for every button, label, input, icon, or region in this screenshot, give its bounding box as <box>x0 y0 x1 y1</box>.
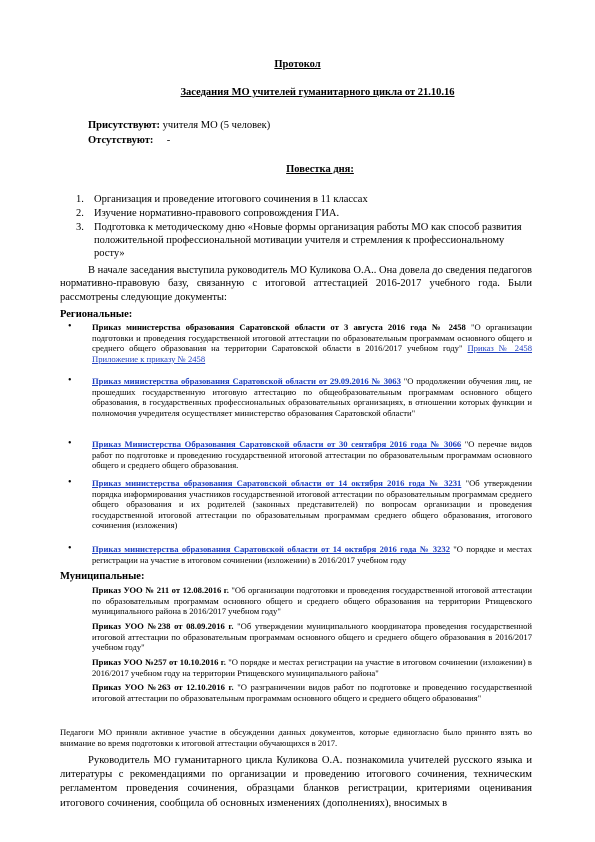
regional-item <box>68 543 532 565</box>
order-title-link[interactable]: Приказ министерства образования Саратовской области от 29.09.2016 № 3063 <box>92 376 401 386</box>
regional-item <box>68 375 532 418</box>
municipal-label: Муниципальные: <box>60 571 145 582</box>
municipal-item <box>92 585 532 617</box>
agenda-text: Организация и проведение итогового сочинения в 11 классах <box>94 194 368 205</box>
agenda-text: Подготовка к методическому дню «Новые формы организация работы МО как способ развития положительной профессиональной мотивации учителя и стремления к профессиональному росту» <box>94 222 522 259</box>
order-link[interactable]: Приказ № 2458 <box>467 343 532 354</box>
agenda-item <box>76 207 531 220</box>
agenda-heading: Повестка дня: <box>286 164 354 175</box>
regional-item <box>68 321 532 364</box>
order-title-link[interactable]: Приказ министерства образования Саратовской области от 14 октября 2016 года № 3232 <box>92 544 450 554</box>
order-title: Приказ УОО №257 от 10.10.2016 г. <box>92 657 226 667</box>
bullet: • <box>68 375 72 386</box>
order-title-link[interactable]: Приказ министерства образования Саратовской области от 14 октября 2016 года № 3231 <box>92 478 462 488</box>
present-value: учителя МО (5 человек) <box>162 120 271 131</box>
agenda-text: Изучение нормативно-правового сопровождения ГИА. <box>94 208 340 219</box>
municipal-item <box>92 682 532 703</box>
present-label: Присутствуют: <box>88 120 161 131</box>
order-description: "О разграничении видов работ по подготовке и проведению государственной итоговой аттестации по образовательным программам основного общего и среднего общего образования" <box>92 682 532 703</box>
final-paragraph: Руководитель МО гуманитарного цикла Куликова О.А. познакомила учителей русского языка и литературы с рекомендациями по организации и проведению итогового сочинения, техническим регламентом проведения сочинения, образцами бланков регистрации, критериями оценивания итогового сочинения, сообщила об основных изменениях (дополнениях), вносимых в <box>60 755 532 809</box>
regional-label: Региональные: <box>60 309 133 320</box>
order-title-link[interactable]: Приказ Министерства Образования Саратовской области от 30 сентября 2016 года № 3066 <box>92 439 462 449</box>
order-description: "Об утверждении порядка информирования участников государственной итоговой аттестации по образовательным программам среднего общего образования и их родителей (законных представителей) по вопросам организации и проведения государственной итоговой аттестации по образовательным программам среднего общего образования, итогового сочинения (изложения) <box>92 478 532 531</box>
order-title: Приказ УОО №263 от 12.10.2016 г. <box>92 682 234 692</box>
agenda-item <box>76 221 531 260</box>
agenda-item <box>76 193 531 206</box>
order-description: "Об утверждении муниципального координатора проведения государственной итоговой аттестации по образовательным программам основного общего и среднего общего образования в 2016/2017 учебном году" <box>92 621 532 653</box>
municipal-item <box>92 621 532 653</box>
absent-label: Отсутствуют: <box>88 135 154 146</box>
order-description: "О организации подготовки и проведения государственной итоговой аттестации по образовательным программам основного общего и среднего общего образования на территории Саратовской области в 2016/2017 учебном году" <box>92 322 532 354</box>
absent-value: - <box>166 135 171 146</box>
page-subtitle: Заседания МО учителей гуманитарного цикла от 21.10.16 <box>180 87 455 98</box>
order-description: "О перечне видов работ по подготовке и проведению государственной итоговой аттестации по образовательным программам основного общего и среднего общего образования. <box>92 439 532 471</box>
order-title: Приказ УОО № 211 от 12.08.2016 г. <box>92 585 229 595</box>
order-title: Приказ УОО №238 от 08.09.2016 г. <box>92 621 234 631</box>
order-description: "О продолжении обучения лиц, не прошедших государственную итоговую аттестацию по общеобразовательным программам основного общего образования, в государственных профессиональных образовательных организациях, в отношении которых функции и полномочия учредителя осуществляет министерство образования Саратовской области" <box>92 376 532 418</box>
agenda-list <box>76 193 531 260</box>
order-description: "О порядке и местах регистрации на участие в итоговом сочинении (изложении) в 2016/2017 учебном году на территории Ртищевского муниципального района" <box>92 657 532 678</box>
absent-line <box>88 135 488 147</box>
order-description: "Об организации подготовки и проведения государственной итоговой аттестации по образовательным программам основного общего и среднего общего образования на территории Ртищевского муниципального района в 2016/2017 учебном году" <box>92 585 532 617</box>
regional-item <box>68 477 532 531</box>
intro-paragraph: В начале заседания выступила руководитель МО Куликова О.А.. Она довела до сведения педагогов нормативно-правовую базу, связанную с итоговой аттестацией 2016-2017 учебного года. Были рассмотрены следующие документы: <box>60 265 532 303</box>
bullet: • <box>68 438 72 449</box>
bullet: • <box>68 543 72 554</box>
municipal-list <box>92 585 532 703</box>
agenda-number: 1. <box>76 194 84 205</box>
bullet: • <box>68 477 72 488</box>
bullet: • <box>68 321 72 332</box>
present-line <box>88 120 488 132</box>
appendix-link[interactable]: Приложение к приказу № 2458 <box>92 353 206 364</box>
order-description: "О порядке и местах регистрации на участие в итоговом сочинении (изложении) в 2016/2017 учебном году <box>92 544 532 565</box>
agenda-number: 2. <box>76 208 84 219</box>
page-title: Протокол <box>274 59 321 70</box>
municipal-item <box>92 657 532 678</box>
agenda-number: 3. <box>76 222 84 233</box>
order-title: Приказ министерства образования Саратовской области от 3 августа 2016 года № 2458 <box>92 322 466 332</box>
closing-paragraph: Педагоги МО приняли активное участие в обсуждении данных документов, которые единогласно было принято взять во внимание во время подготовки к итоговой аттестации обучающихся в 2017. <box>60 727 532 748</box>
regional-item <box>68 438 532 471</box>
